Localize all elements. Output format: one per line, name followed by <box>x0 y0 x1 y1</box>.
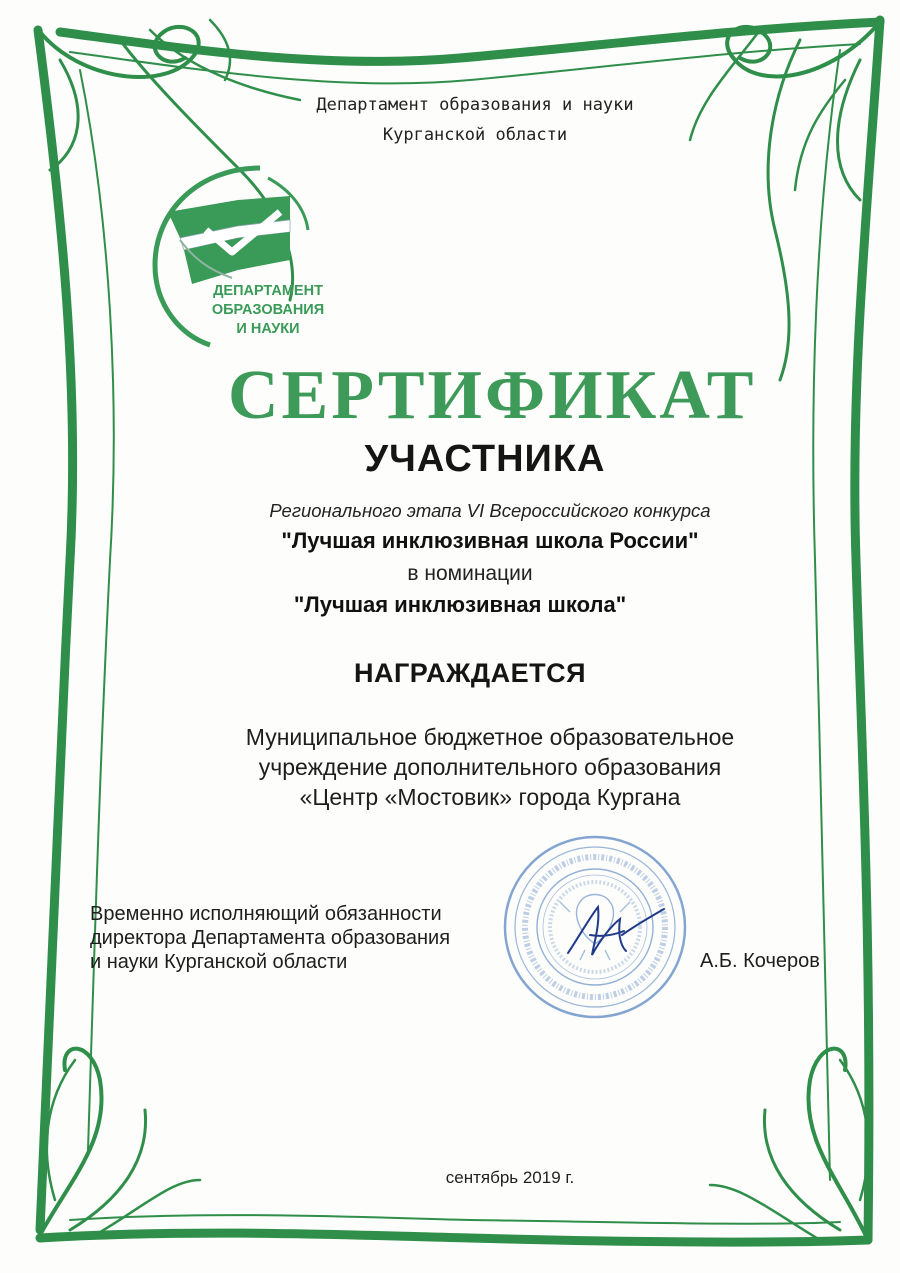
signatory-line-3: и науки Курганской области <box>90 951 348 973</box>
logo-line-2: ОБРАЗОВАНИЯ <box>211 302 325 318</box>
certificate-title: СЕРТИФИКАТ <box>228 357 757 434</box>
signatory-line-1: Временно исполняющий обязанности <box>90 903 442 925</box>
contest-stage: Регионального этапа VI Всероссийского конкурса <box>269 500 711 521</box>
awarded-heading: НАГРАЖДАЕТСЯ <box>354 658 586 688</box>
recipient-line-3: «Центр «Мостовик» города Кургана <box>299 784 681 810</box>
contest-name: "Лучшая инклюзивная школа России" <box>281 528 699 553</box>
certificate-subtitle: УЧАСТНИКА <box>364 438 606 480</box>
logo-line-1: ДЕПАРТАМЕНТ <box>213 283 323 299</box>
issuer-line-1: Департамент образования и науки <box>316 95 634 115</box>
signatory-line-2: директора Департамента образования <box>90 927 451 949</box>
issuer-header <box>0 90 900 150</box>
recipient-line-1: Муниципальное бюджетное образовательное <box>245 724 735 750</box>
handwritten-signature-icon <box>560 895 670 965</box>
nomination-name: "Лучшая инклюзивная школа" <box>293 592 627 617</box>
issuer-line-2: Курганской области <box>382 125 568 145</box>
logo-line-3: И НАУКИ <box>236 321 300 337</box>
signatory-title <box>90 902 450 974</box>
recipient-line-2: учреждение дополнительного образования <box>258 754 722 780</box>
issue-date: сентябрь 2019 г. <box>445 1168 575 1187</box>
signatory-name: А.Б. Кочеров <box>700 950 820 972</box>
recipient-block <box>160 722 820 812</box>
nomination-label: в номинации <box>407 562 533 585</box>
logo-text <box>198 282 338 339</box>
